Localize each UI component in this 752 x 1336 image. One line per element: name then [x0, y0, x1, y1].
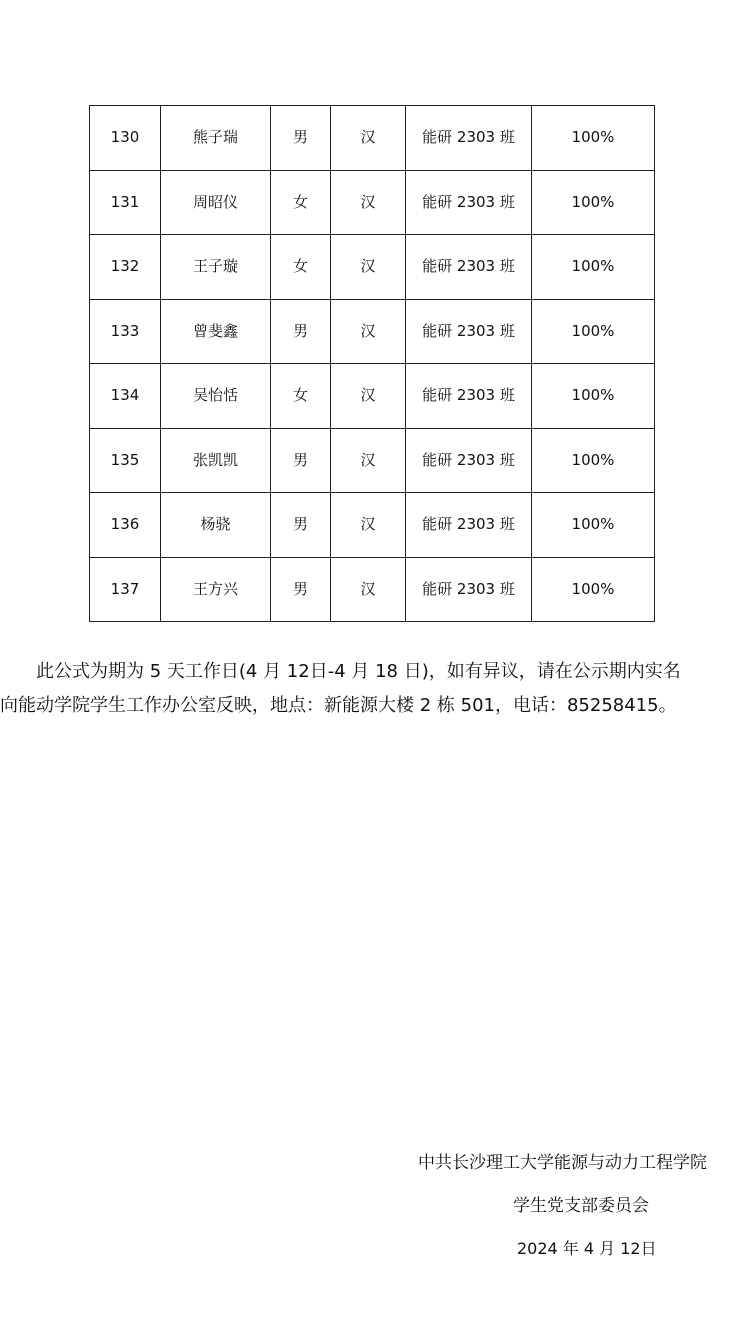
cell-ethnicity: 汉: [331, 235, 406, 300]
cell-class: 能研 2303 班: [406, 299, 532, 364]
cell-sex: 男: [271, 106, 331, 171]
cell-name: 吴怡恬: [161, 364, 271, 429]
cell-class: 能研 2303 班: [406, 364, 532, 429]
notice-line-1: 此公式为期为 5 天工作日(4 月 12日-4 月 18 日)，如有异议，请在公示期内实名: [36, 661, 681, 682]
cell-name: 曾斐鑫: [161, 299, 271, 364]
cell-number: 136: [90, 493, 161, 558]
table-row: [90, 428, 655, 493]
cell-rate: 100%: [532, 364, 655, 429]
cell-class: 能研 2303 班: [406, 170, 532, 235]
cell-number: 130: [90, 106, 161, 171]
cell-ethnicity: 汉: [331, 106, 406, 171]
cell-ethnicity: 汉: [331, 428, 406, 493]
cell-class: 能研 2303 班: [406, 235, 532, 300]
table-row: [90, 364, 655, 429]
cell-number: 137: [90, 557, 161, 622]
cell-number: 131: [90, 170, 161, 235]
cell-class: 能研 2303 班: [406, 493, 532, 558]
table-row: [90, 557, 655, 622]
cell-name: 王方兴: [161, 557, 271, 622]
table-row: [90, 299, 655, 364]
cell-rate: 100%: [532, 235, 655, 300]
cell-rate: 100%: [532, 493, 655, 558]
student-table: [89, 105, 655, 622]
cell-number: 132: [90, 235, 161, 300]
signature-date: 2024 年 4 月 12日: [517, 1239, 657, 1258]
cell-ethnicity: 汉: [331, 299, 406, 364]
notice-paragraph: [0, 655, 752, 723]
cell-sex: 男: [271, 299, 331, 364]
cell-sex: 男: [271, 493, 331, 558]
cell-ethnicity: 汉: [331, 493, 406, 558]
cell-rate: 100%: [532, 428, 655, 493]
cell-name: 周昭仪: [161, 170, 271, 235]
cell-rate: 100%: [532, 299, 655, 364]
cell-sex: 男: [271, 557, 331, 622]
cell-name: 张凯凯: [161, 428, 271, 493]
cell-name: 熊子瑞: [161, 106, 271, 171]
cell-sex: 女: [271, 170, 331, 235]
notice-line-2: 向能动学院学生工作办公室反映，地点：新能源大楼 2 栋 501，电话：85258415。: [0, 695, 677, 716]
table-row: [90, 106, 655, 171]
cell-name: 王子璇: [161, 235, 271, 300]
cell-number: 135: [90, 428, 161, 493]
cell-rate: 100%: [532, 106, 655, 171]
signature-organization: 中共长沙理工大学能源与动力工程学院: [418, 1153, 707, 1173]
cell-number: 133: [90, 299, 161, 364]
cell-class: 能研 2303 班: [406, 428, 532, 493]
cell-rate: 100%: [532, 557, 655, 622]
cell-sex: 男: [271, 428, 331, 493]
cell-ethnicity: 汉: [331, 557, 406, 622]
table-row: [90, 170, 655, 235]
cell-ethnicity: 汉: [331, 170, 406, 235]
cell-name: 杨骁: [161, 493, 271, 558]
cell-rate: 100%: [532, 170, 655, 235]
cell-sex: 女: [271, 235, 331, 300]
cell-class: 能研 2303 班: [406, 557, 532, 622]
table-row: [90, 235, 655, 300]
table-row: [90, 493, 655, 558]
cell-number: 134: [90, 364, 161, 429]
cell-ethnicity: 汉: [331, 364, 406, 429]
cell-class: 能研 2303 班: [406, 106, 532, 171]
cell-sex: 女: [271, 364, 331, 429]
signature-branch: 学生党支部委员会: [513, 1196, 649, 1216]
student-table-body: [90, 106, 655, 622]
